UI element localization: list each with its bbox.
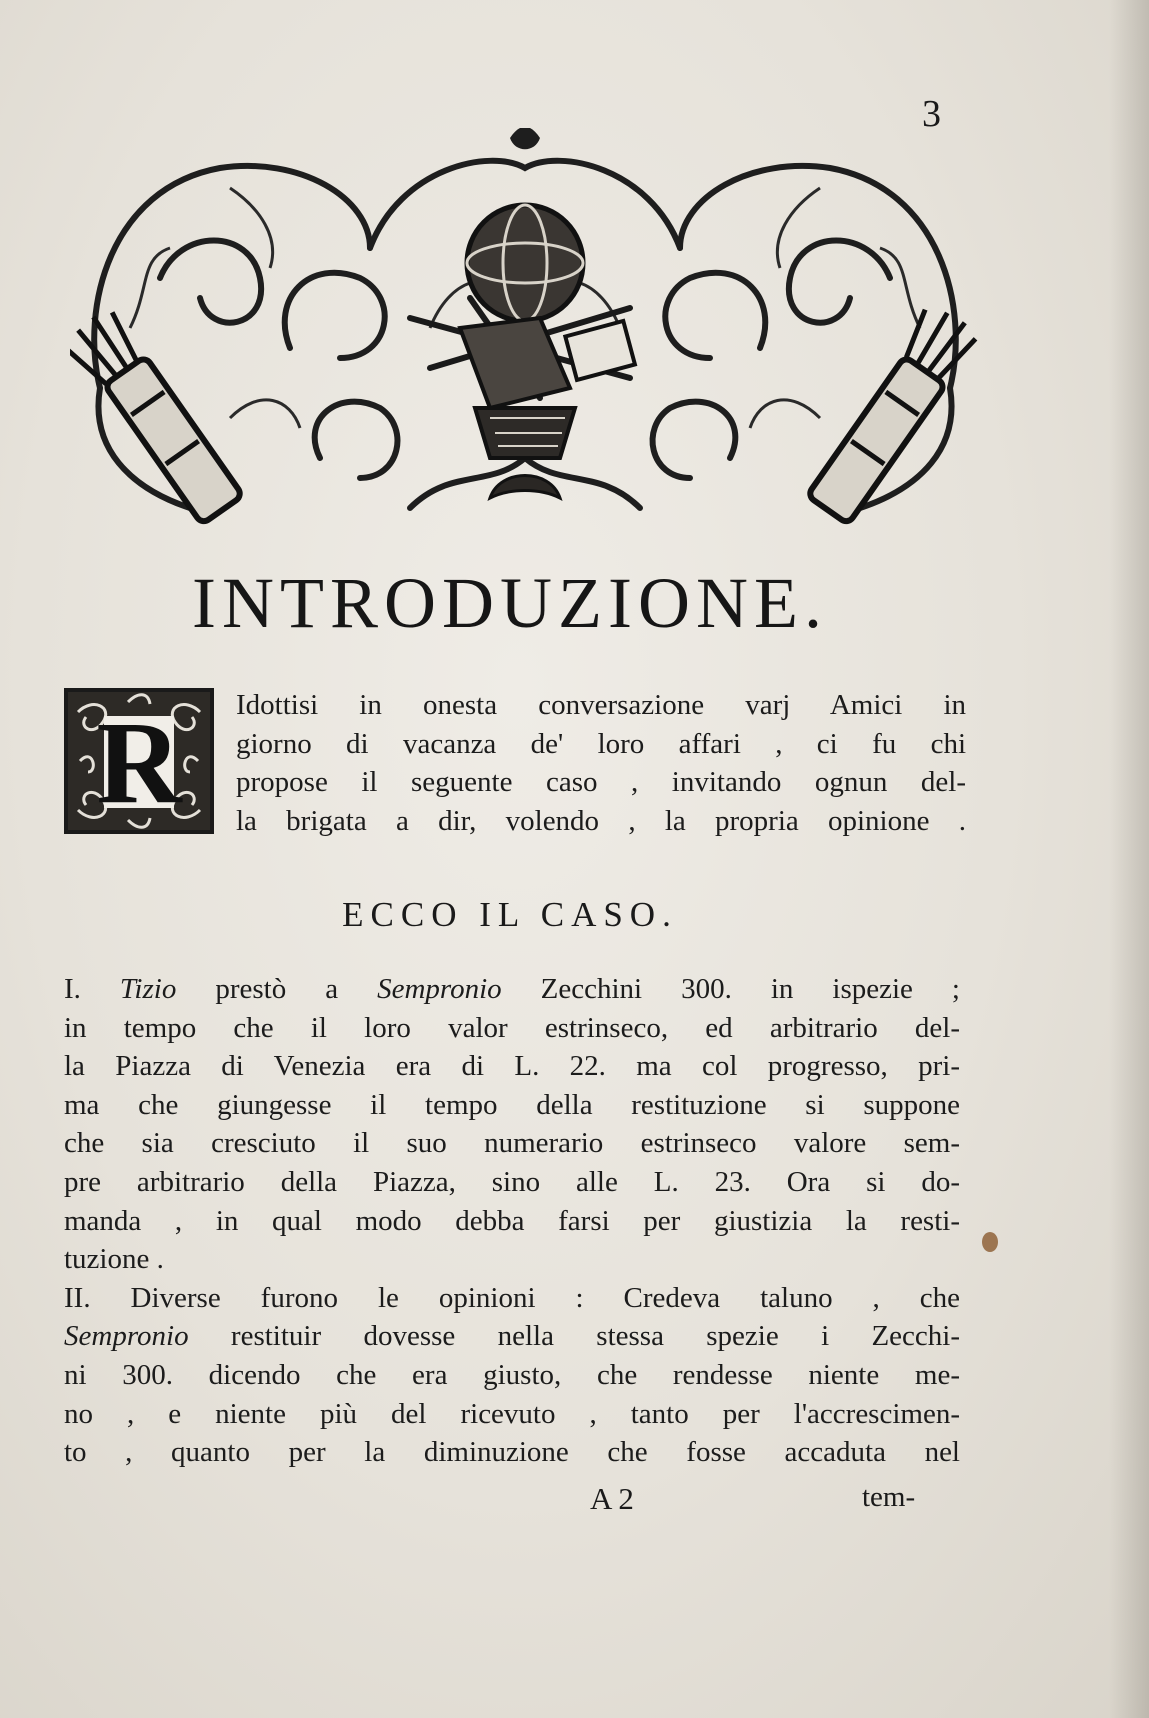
catchword: tem-	[862, 1481, 916, 1513]
paragraph-1-line: pre arbitrario della Piazza, sino alle L. 23. Ora si do-	[64, 1165, 960, 1198]
initial-letter: R	[96, 697, 182, 828]
headpiece-ornament	[70, 128, 980, 528]
page-number: 3	[922, 93, 941, 135]
paragraph-2-first-line: II. Diverse furono le opinioni : Credeva taluno , che	[64, 1281, 960, 1314]
paragraph-2-line: ni 300. dicendo che era giusto, che rendesse niente me-	[64, 1358, 960, 1391]
decorated-initial	[64, 688, 214, 834]
intro-paragraph	[236, 686, 966, 840]
intro-line: giorno di vacanza de' loro affari , ci fu chi	[236, 727, 966, 760]
paragraph-2-line: Sempronio restituir dovesse nella stessa spezie i Zecchi-	[64, 1320, 960, 1353]
paragraph-1-line: ma che giungesse il tempo della restituzione si suppone	[64, 1088, 960, 1121]
signature-mark: A 2	[590, 1481, 634, 1516]
intro-line: Idottisi in onesta conversazione varj Amici in	[236, 689, 966, 721]
name-sempronio: Sempronio	[377, 973, 502, 1005]
paragraph-1-line: tuzione .	[64, 1243, 164, 1276]
intro-line: propose il seguente caso , invitando ognun del-	[236, 766, 966, 798]
paragraph-1-line: la Piazza di Venezia era di L. 22. ma col progresso, pri-	[64, 1050, 960, 1083]
paragraph-2-line: to , quanto per la diminuzione che fosse accaduta nel	[64, 1436, 960, 1469]
name-tizio: Tizio	[119, 973, 177, 1005]
paragraph-1-line: manda , in qual modo debba farsi per giustizia la resti-	[64, 1204, 960, 1237]
paragraph-2-line: no , e niente più del ricevuto , tanto per l'accrescimen-	[64, 1397, 960, 1430]
section-subheading: ECCO IL CASO.	[342, 895, 678, 934]
body-text	[64, 970, 960, 1472]
chapter-heading: INTRODUZIONE.	[192, 563, 828, 643]
page-edge-shadow	[1109, 0, 1149, 1718]
paragraph-1-first-line: I. Tizio prestò a Sempronio Zecchini 300. in ispezie ;	[64, 973, 960, 1005]
name-sempronio: Sempronio	[64, 1320, 189, 1353]
paragraph-1-line: che sia cresciuto il suo numerario estrinseco valore sem-	[64, 1127, 960, 1160]
intro-line: la brigata a dir, volendo , la propria opinione .	[236, 804, 966, 837]
foxing-stain	[982, 1232, 998, 1252]
paragraph-1-line: in tempo che il loro valor estrinseco, ed arbitrario del-	[64, 1011, 960, 1044]
